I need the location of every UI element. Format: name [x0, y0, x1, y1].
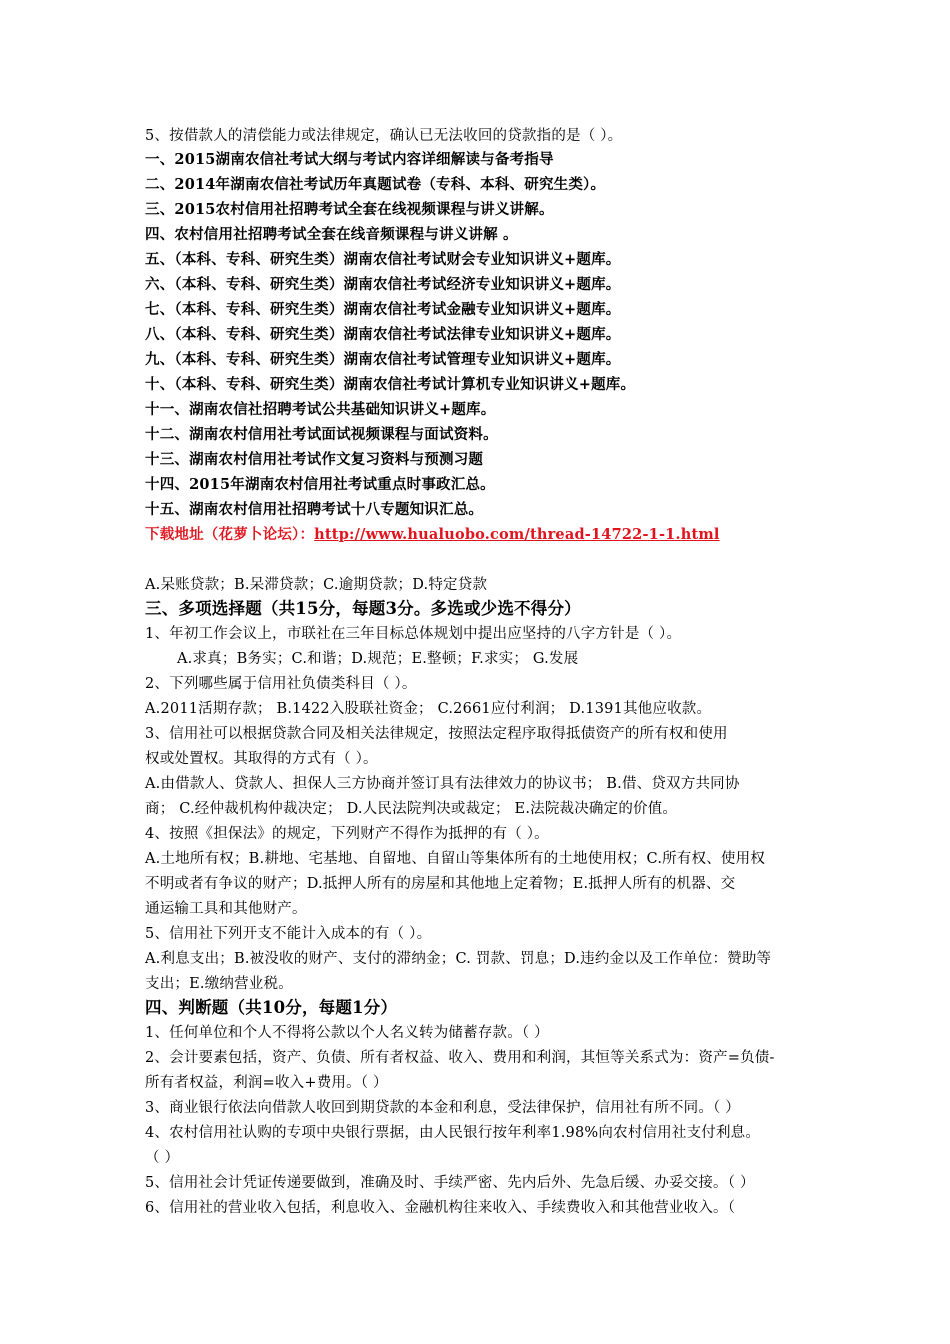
- download-line: [145, 526, 815, 544]
- s3-line-7: A.由借款人、贷款人、担保人三方协商并签订具有法律效力的协议书； B.借、贷双方共同协: [145, 776, 740, 792]
- s3-line-5: 3、信用社可以根据贷款合同及相关法律规定，按照法定程序取得抵债资产的所有权和使用: [145, 726, 728, 742]
- ad-line-1: 一、2015湖南农信社考试大纲与考试内容详细解读与备考指导: [145, 151, 554, 168]
- s3-line-11: 不明或者有争议的财产；D.抵押人所有的房屋和其他地上定着物；E.抵押人所有的机器、交: [145, 876, 736, 892]
- s3-line-4: A.2011活期存款； B.1422入股联社资金； C.2661应付利润； D.1391其他应收款。: [145, 701, 712, 717]
- s3-line-14: A.利息支出；B.被没收的财产、支付的滞纳金；C. 罚款、罚息；D.违约金以及工作单位：赞助等: [145, 951, 772, 967]
- s3-line-15: 支出；E.缴纳营业税。: [145, 976, 293, 992]
- download-label: 下载地址（花萝卜论坛）：: [145, 526, 315, 543]
- s4-line-6: （ ）: [145, 1150, 180, 1166]
- s4-line-3: 所有者权益，利润=收入+费用。（ ）: [145, 1075, 388, 1091]
- section-4-title: 四、判断题（共10分，每题1分）: [145, 998, 398, 1017]
- ad-line-3: 三、2015农村信用社招聘考试全套在线视频课程与讲义讲解。: [145, 201, 554, 218]
- ad-line-14: 十四、2015年湖南农村信用社考试重点时事政汇总。: [145, 476, 495, 493]
- section-3-title: 三、多项选择题（共15分，每题3分。多选或少选不得分）: [145, 599, 581, 618]
- s3-line-2: A.求真；B务实；C.和谐；D.规范；E.整顿；F.求实； G.发展: [177, 651, 579, 667]
- s3-line-1: 1、年初工作会议上，市联社在三年目标总体规划中提出应坚持的八字方针是（ ）。: [145, 626, 682, 642]
- s4-line-7: 5、信用社会计凭证传递要做到，准确及时、手续严密、先内后外、先急后缓、办妥交接。（ ）: [145, 1175, 755, 1191]
- ad-line-5: 五、（本科、专科、研究生类）湖南农信社考试财会专业知识讲义+题库。: [145, 251, 621, 268]
- ad-line-12: 十二、湖南农村信用社考试面试视频课程与面试资料。: [145, 426, 498, 443]
- s4-line-8: 6、信用社的营业收入包括，利息收入、金融机构往来收入、手续费收入和其他营业收入。（: [145, 1200, 736, 1216]
- s3-line-10: A.土地所有权；B.耕地、宅基地、自留地、自留山等集体所有的土地使用权；C.所有权、使用权: [145, 851, 766, 867]
- s4-line-1: 1、任何单位和个人不得将公款以个人名义转为储蓄存款。（ ）: [145, 1025, 549, 1041]
- s4-line-4: 3、商业银行依法向借款人收回到期贷款的本金和利息，受法律保护，信用社有所不同。（ ）: [145, 1100, 740, 1116]
- s4-line-2: 2、会计要素包括，资产、负债、所有者权益、收入、费用和利润，其恒等关系式为：资产=负债-: [145, 1050, 775, 1066]
- ad-line-8: 八、（本科、专科、研究生类）湖南农信社考试法律专业知识讲义+题库。: [145, 326, 621, 343]
- question-5-stem: 5、按借款人的清偿能力或法律规定，确认已无法收回的贷款指的是（ ）。: [145, 128, 623, 144]
- ad-line-2: 二、2014年湖南农信社考试历年真题试卷（专科、本科、研究生类）。: [145, 176, 606, 193]
- s3-line-8: 商； C.经仲裁机构仲裁决定； D.人民法院判决或裁定； E.法院裁决确定的价值。: [145, 801, 678, 817]
- s4-line-5: 4、农村信用社认购的专项中央银行票据，由人民银行按年利率1.98%向农村信用社支付利息。: [145, 1125, 761, 1141]
- ad-line-7: 七、（本科、专科、研究生类）湖南农信社考试金融专业知识讲义+题库。: [145, 301, 621, 318]
- s3-line-12: 通运输工具和其他财产。: [145, 901, 307, 917]
- ad-line-13: 十三、湖南农村信用社考试作文复习资料与预测习题: [145, 451, 484, 468]
- ad-line-15: 十五、湖南农村信用社招聘考试十八专题知识汇总。: [145, 501, 484, 518]
- s3-line-9: 4、按照《担保法》的规定，下列财产不得作为抵押的有（ ）。: [145, 826, 549, 842]
- s3-line-6: 权或处置权。其取得的方式有（ ）。: [145, 751, 378, 767]
- download-link[interactable]: http://www.hualuobo.com/thread-14722-1-1.html: [314, 526, 720, 543]
- ad-line-4: 四、农村信用社招聘考试全套在线音频课程与讲义讲解 。: [145, 226, 518, 243]
- ad-line-6: 六、（本科、专科、研究生类）湖南农信社考试经济专业知识讲义+题库。: [145, 276, 621, 293]
- question-5-options: A.呆账贷款；B.呆滞贷款；C.逾期贷款；D.特定贷款: [145, 577, 488, 593]
- s3-line-3: 2、下列哪些属于信用社负债类科目（ ）。: [145, 676, 417, 692]
- ad-line-11: 十一、湖南农信社招聘考试公共基础知识讲义+题库。: [145, 401, 496, 418]
- s3-line-13: 5、信用社下列开支不能计入成本的有（ ）。: [145, 926, 432, 942]
- ad-line-10: 十、（本科、专科、研究生类）湖南农信社考试计算机专业知识讲义+题库。: [145, 376, 636, 393]
- ad-line-9: 九、（本科、专科、研究生类）湖南农信社考试管理专业知识讲义+题库。: [145, 351, 621, 368]
